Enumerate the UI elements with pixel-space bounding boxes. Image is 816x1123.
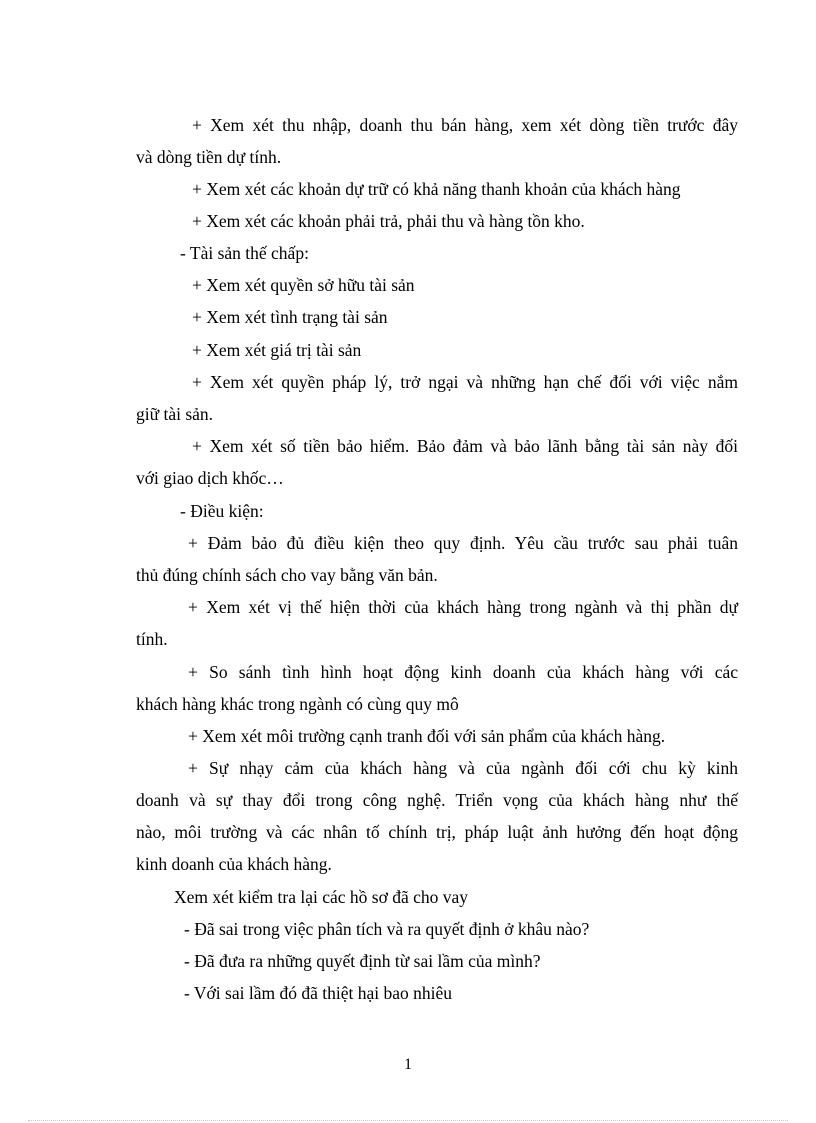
- text-line: - Điều kiện:: [180, 501, 264, 521]
- text-line: - Với sai lầm đó đã thiệt hại bao nhiêu: [184, 983, 452, 1003]
- text-line: + Xem xét môi trường cạnh tranh đối với sản phẩm của khách hàng.: [188, 726, 666, 746]
- text-line: với giao dịch khốc…: [136, 468, 284, 488]
- text-line: + Xem xét quyền sở hữu tài sản: [192, 275, 415, 295]
- text-line: kinh doanh của khách hàng.: [136, 854, 332, 874]
- text-line: - Tài sản thế chấp:: [180, 243, 309, 263]
- text-line: thủ đúng chính sách cho vay bằng văn bản.: [136, 565, 438, 585]
- text-line: + Xem xét các khoản phải trả, phải thu và hàng tồn kho.: [192, 211, 585, 231]
- text-line: - Đã đưa ra những quyết định từ sai lầm của mình?: [184, 951, 541, 971]
- text-line: - Đã sai trong việc phân tích và ra quyết định ở khâu nào?: [184, 919, 590, 939]
- text-line: và dòng tiền dự tính.: [136, 147, 282, 167]
- text-line: + Đảm bảo đủ điều kiện theo quy định. Yêu cầu trước sau phải tuân: [188, 533, 738, 553]
- text-line: tính.: [136, 629, 168, 649]
- text-line: + Xem xét các khoản dự trữ có khả năng thanh khoản của khách hàng: [192, 179, 681, 199]
- text-line: Xem xét kiểm tra lại các hồ sơ đã cho vay: [174, 887, 469, 907]
- text-line: + Xem xét vị thế hiện thời của khách hàng trong ngành và thị phần dự: [188, 597, 738, 617]
- text-line: + Xem xét thu nhập, doanh thu bán hàng, xem xét dòng tiền trước đây: [192, 115, 738, 135]
- text-line: doanh và sự thay đổi trong công nghệ. Triển vọng của khách hàng như thế: [136, 790, 738, 810]
- text-line: + So sánh tình hình hoạt động kinh doanh của khách hàng với các: [188, 662, 738, 682]
- page-number: 1: [404, 1056, 412, 1073]
- text-line: + Xem xét giá trị tài sản: [192, 340, 362, 360]
- page-bottom-rule: [28, 1120, 788, 1121]
- text-line: + Xem xét tình trạng tài sản: [192, 307, 388, 327]
- text-line: + Sự nhạy cảm của khách hàng và của ngành đối cới chu kỳ kinh: [188, 758, 738, 778]
- text-line: nào, môi trường và các nhân tố chính trị, pháp luật ảnh hưởng đến hoạt động: [136, 822, 738, 842]
- text-line: khách hàng khác trong ngành có cùng quy mô: [136, 694, 459, 714]
- text-line: giữ tài sản.: [136, 404, 214, 424]
- text-line: + Xem xét quyền pháp lý, trở ngại và những hạn chế đối với việc nắm: [192, 372, 738, 392]
- text-line: + Xem xét số tiền bảo hiểm. Bảo đảm và bảo lãnh bằng tài sản này đối: [192, 436, 738, 456]
